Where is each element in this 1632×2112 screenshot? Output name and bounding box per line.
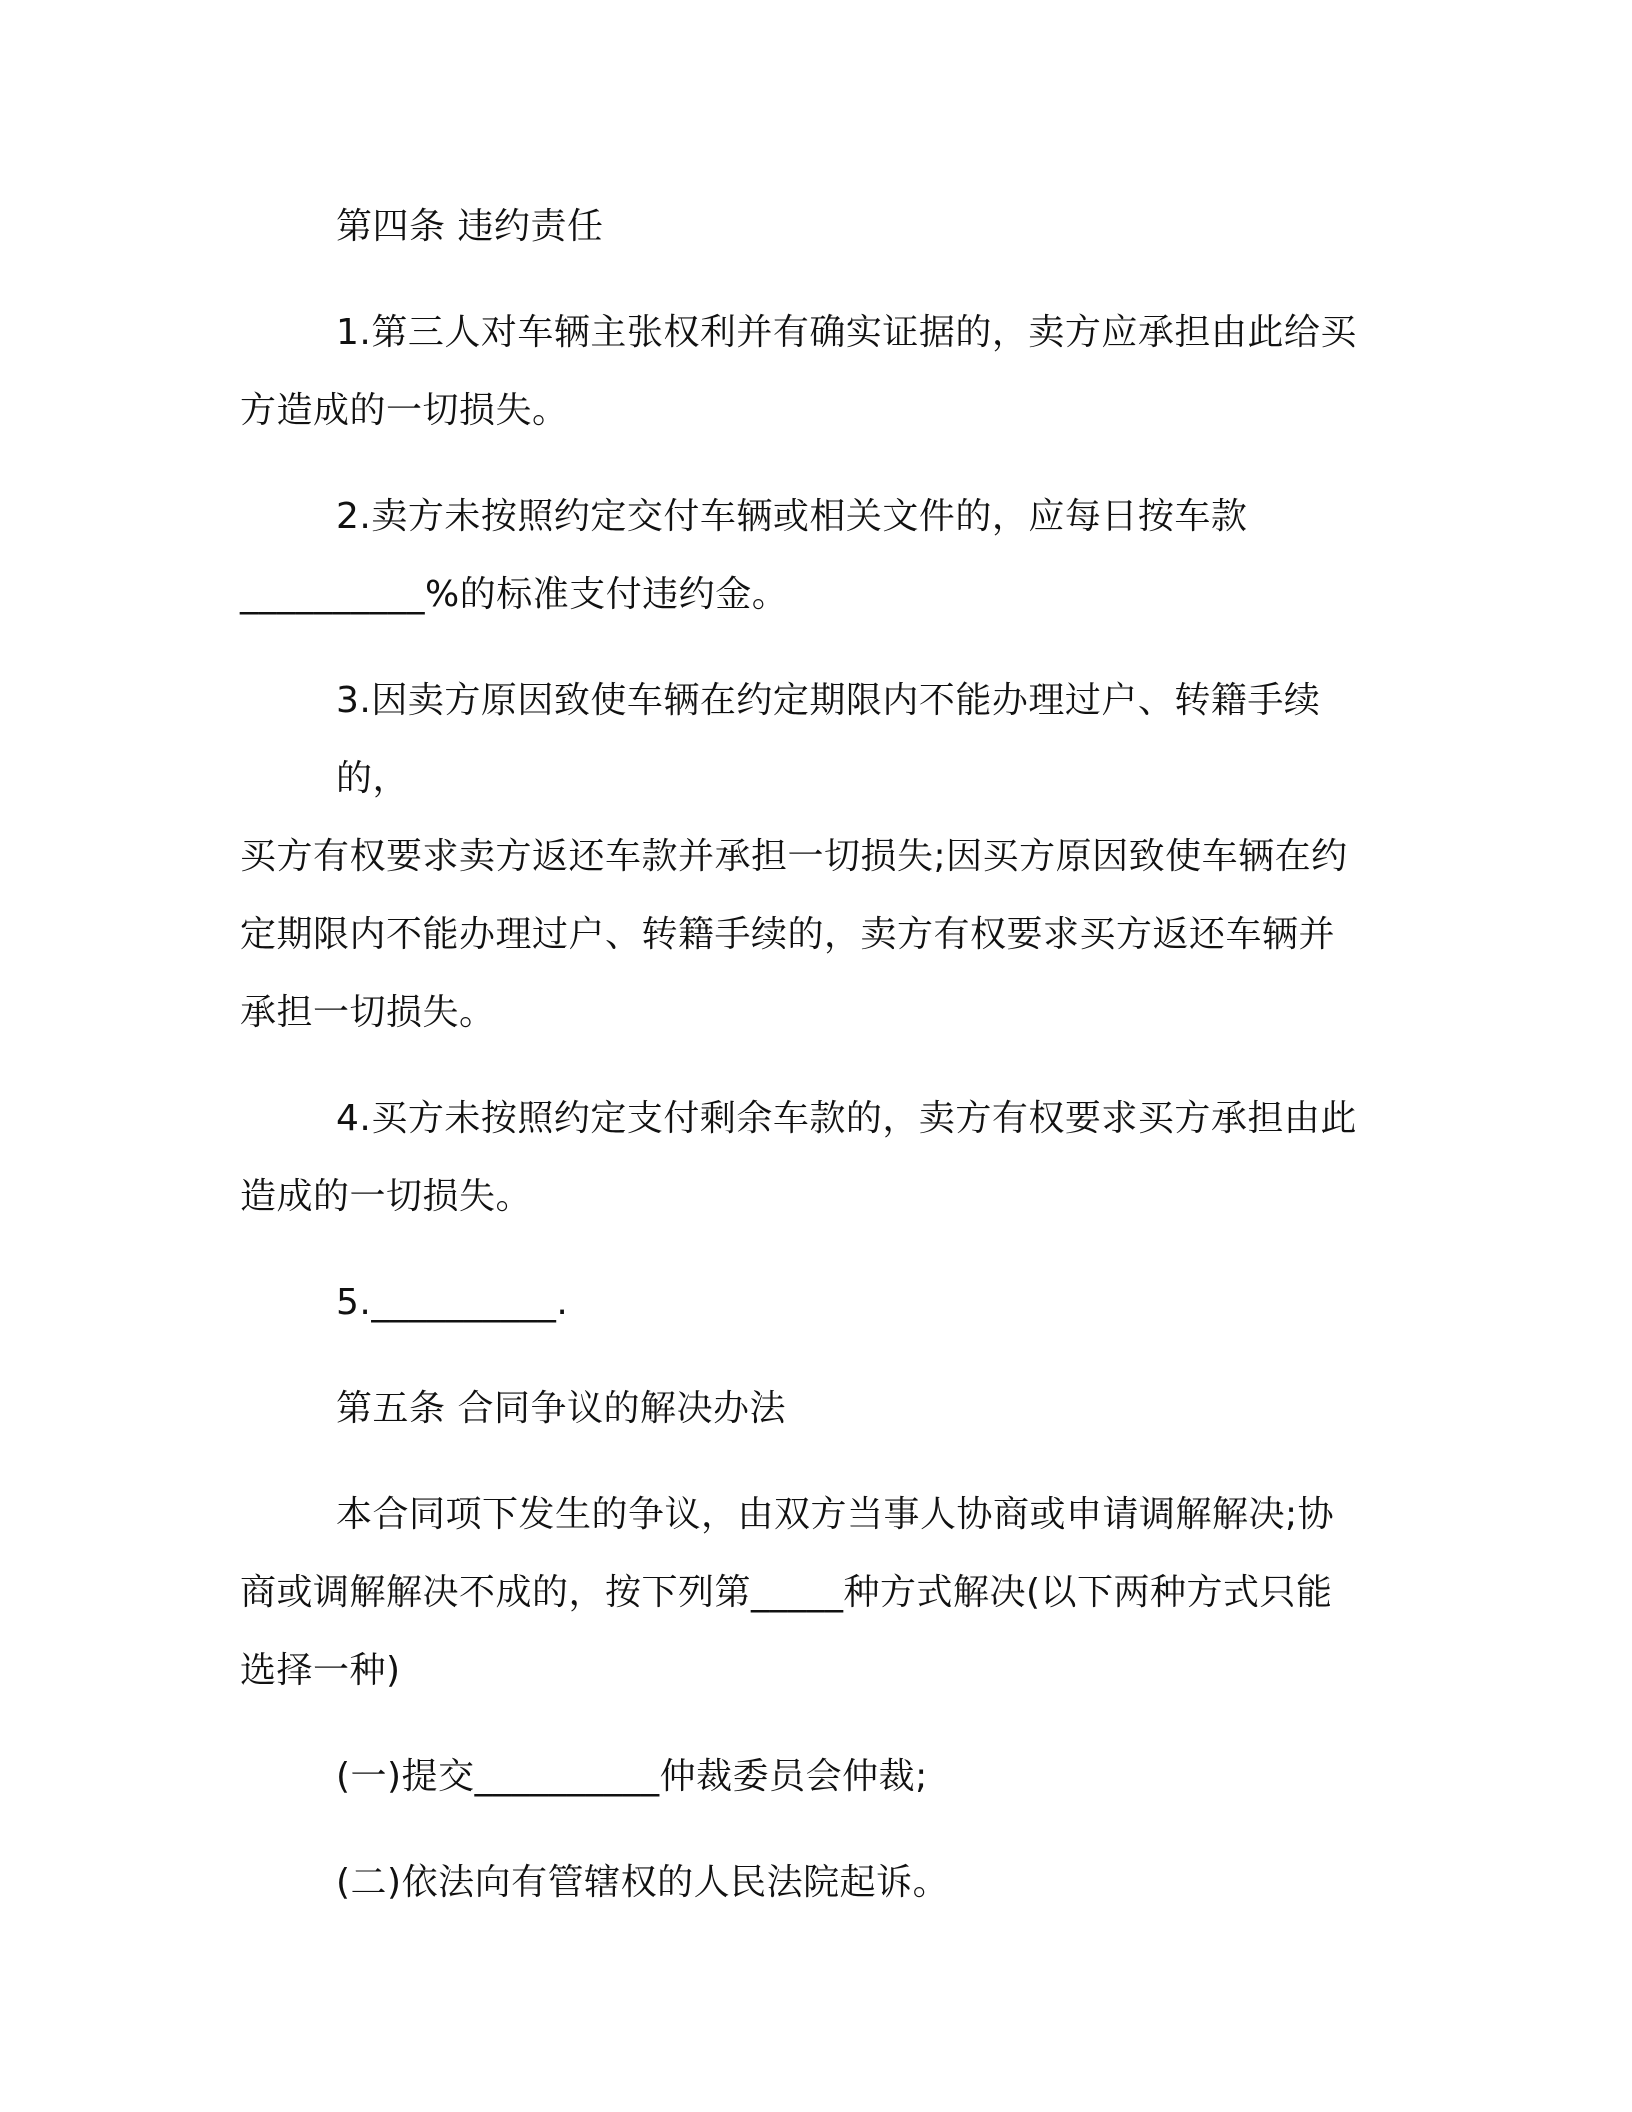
article-4-item-3-line-1: 3.因卖方原因致使车辆在约定期限内不能办理过户、转籍手续的， [336, 680, 1321, 799]
article-4-item-1-line-1: 1.第三人对车辆主张权利并有确实证据的，卖方应承担由此给买 [336, 312, 1357, 353]
article-4-item-4-line-2: 造成的一切损失。 [240, 1176, 533, 1217]
article-4-item-3 [240, 662, 1390, 1052]
document-body [240, 188, 1390, 1950]
article-4-item-3-line-2: 买方有权要求卖方返还车款并承担一切损失;因买方原因致使车辆在约 [240, 836, 1348, 877]
article-5-body-line-1: 本合同项下发生的争议，由双方当事人协商或申请调解解决;协 [336, 1494, 1335, 1535]
article-5-option-2: (二)依法向有管辖权的人民法院起诉。 [336, 1862, 950, 1903]
article-4-item-1 [240, 294, 1390, 450]
article-4-item-2-line-1: 2.卖方未按照约定交付车辆或相关文件的，应每日按车款 [336, 496, 1248, 537]
article-4-item-3-line-4: 承担一切损失。 [240, 992, 496, 1033]
article-4-item-5-line-1: 5.__________. [336, 1282, 569, 1323]
article-4-item-4-line-1: 4.买方未按照约定支付剩余车款的，卖方有权要求买方承担由此 [336, 1098, 1357, 1139]
article-4-item-3-line-3: 定期限内不能办理过户、转籍手续的，卖方有权要求买方返还车辆并 [240, 914, 1336, 955]
article-4-title: 第四条 违约责任 [336, 206, 604, 247]
article-4-item-2-line-2: __________%的标准支付违约金。 [240, 574, 789, 615]
article-4-item-2 [240, 478, 1390, 634]
article-5-body-line-2: 商或调解解决不成的，按下列第_____种方式解决(以下两种方式只能 [240, 1572, 1333, 1613]
article-4-item-4 [240, 1080, 1390, 1236]
article-5-option-1: (一)提交__________仲裁委员会仲裁; [336, 1756, 928, 1797]
article-5-body-line-3: 选择一种) [240, 1650, 401, 1691]
article-5-title: 第五条 合同争议的解决办法 [336, 1388, 786, 1429]
article-4-item-5 [240, 1264, 1390, 1342]
article-5-body [240, 1476, 1390, 1710]
article-4-item-1-line-2: 方造成的一切损失。 [240, 390, 569, 431]
